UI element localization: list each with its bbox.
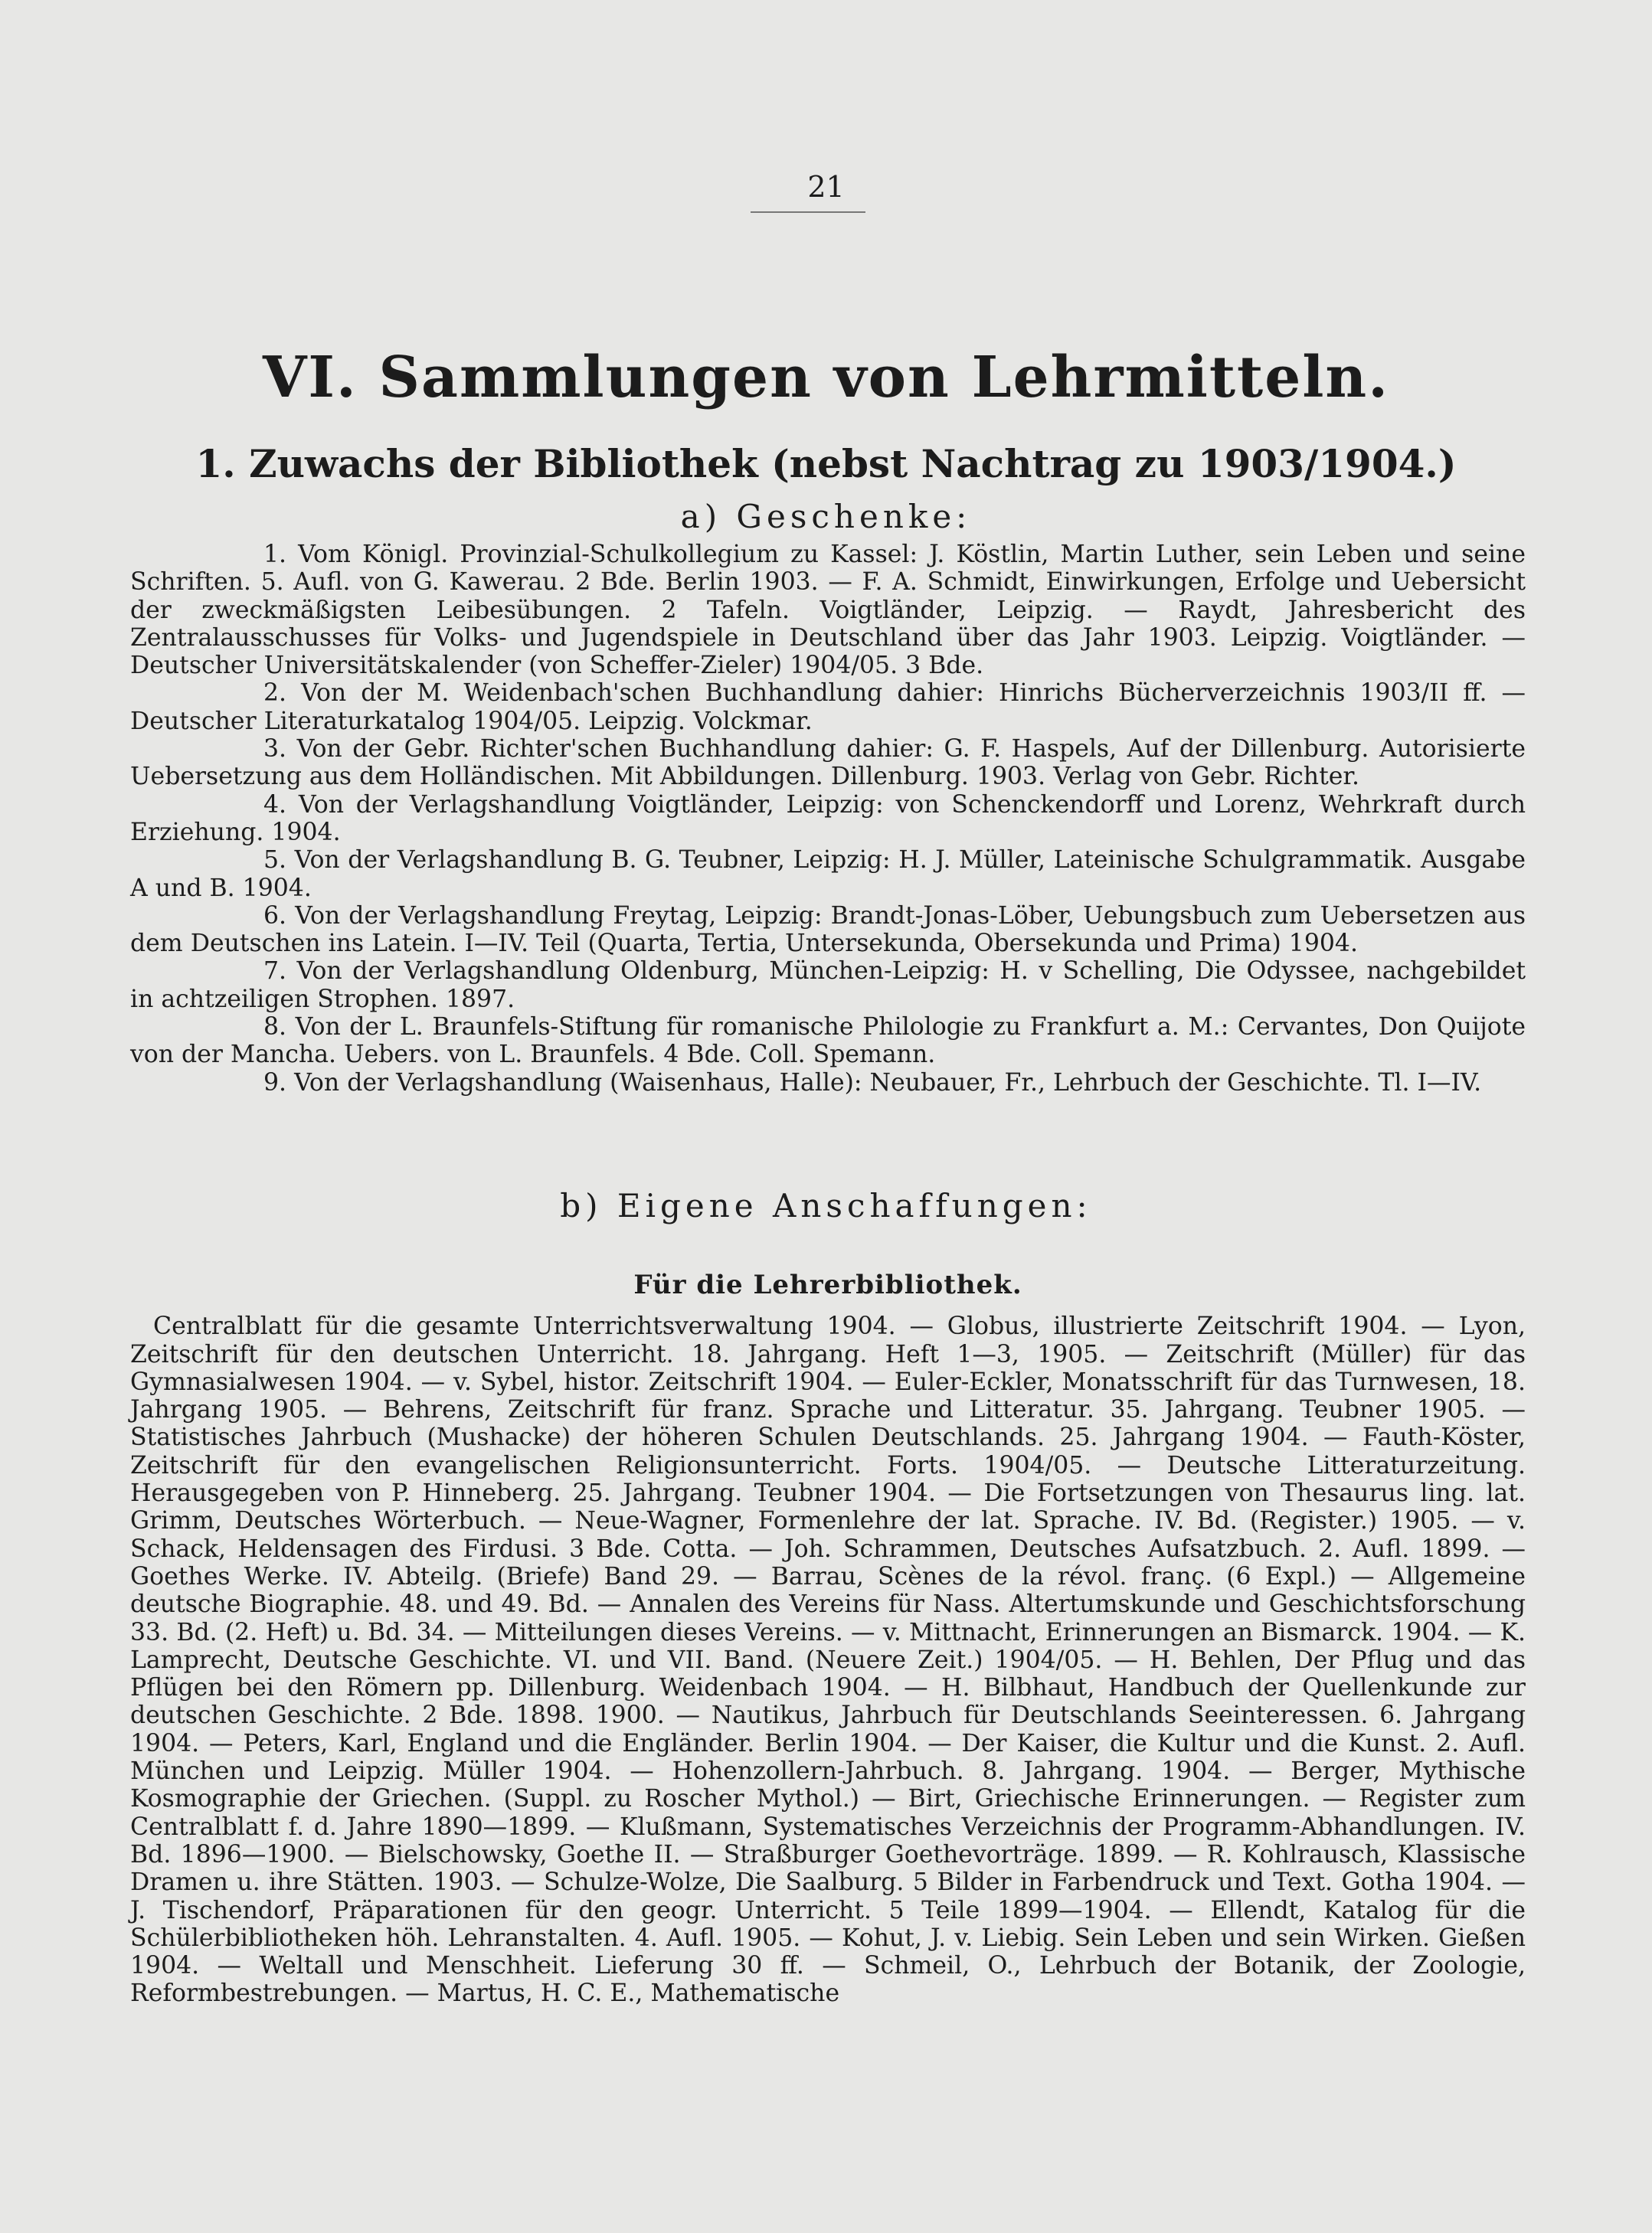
chapter-title: VI. Sammlungen von Lehrmitteln.: [263, 345, 1389, 410]
gift-entry: 5. Von der Verlagshandlung B. G. Teubner, Leipzig: H. J. Müller, Lateinische Schulgrammatik. Ausgabe A und B. 1904.: [130, 846, 1526, 902]
gift-entry: 4. Von der Verlagshandlung Voigtländer, Leipzig: von Schenckendorff und Lorenz, Wehrkraft durch Erziehung. 1904.: [130, 790, 1526, 846]
gift-entry: 2. Von der M. Weidenbach'schen Buchhandlung dahier: Hinrichs Bücherverzeichnis 1903/II ff. — Deutscher Literaturkatalog 1904/05. Leipzig. Volckmar.: [130, 679, 1526, 735]
gift-entry: 8. Von der L. Braunfels-Stiftung für romanische Philologie zu Frankfurt a. M.: Cervantes, Don Quijote von der Mancha. Uebers. von L. Braunfels. 4 Bde. Coll. Spemann.: [130, 1013, 1526, 1069]
gift-entry: 9. Von der Verlagshandlung (Waisenhaus, Halle): Neubauer, Fr., Lehrbuch der Geschichte. Tl. I—IV.: [263, 1068, 1482, 1097]
subheading-gifts: a) Geschenke:: [680, 498, 972, 535]
page-number: 21: [807, 170, 845, 204]
gift-entry: 6. Von der Verlagshandlung Freytag, Leipzig: Brandt-Jonas-Löber, Uebungsbuch zum Uebersetzen aus dem Deutschen ins Latein. I—IV. Teil (Quarta, Tertia, Untersekunda, Obersekunda und Prima) 1904.: [130, 901, 1526, 958]
gifts-list: [130, 541, 1526, 1097]
purchases-section: [130, 1271, 1526, 2008]
teacher-library-heading: Für die Lehrerbibliothek.: [633, 1270, 1022, 1300]
teacher-library-text: Centralblatt für die gesamte Unterrichtsverwaltung 1904. — Globus, illustrierte Zeitschrift 1904. — Lyon, Zeitschrift für den deutschen Unterricht. 18. Jahrgang. Heft 1—3, 1905. — Zeitschrift (Müller) für das Gymnasialwesen 1904. — v. Sybel, histor. Zeitschrift 1904. — Euler-Eckler, Monatsschrift für das Turnwesen, 18. Jahrgang 1905. — Behrens, Zeitschrift für franz. Sprache und Litteratur. 35. Jahrgang. Teubner 1905. — Statistisches Jahrbuch (Mushacke) der höheren Schulen Deutschlands. 25. Jahrgang 1904. — Fauth-Köster, Zeitschrift für den evangelischen Religionsunterricht. Forts. 1904/05. — Deutsche Litteraturzeitung. Herausgegeben von P. Hinneberg. 25. Jahrgang. Teubner 1904. — Die Fortsetzungen von Thesaurus ling. lat. Grimm, Deutsches Wörterbuch. — Neue-Wagner, Formenlehre der lat. Sprache. IV. Bd. (Register.) 1905. — v. Schack, Heldensagen des Firdusi. 3 Bde. Cotta. — Joh. Schrammen, Deutsches Aufsatzbuch. 2. Aufl. 1899. — Goethes Werke. IV. Abteilg. (Briefe) Band 29. — Barrau, Scènes de la révol. franç. (6 Expl.) — Allgemeine deutsche Biographie. 48. und 49. Bd. — Annalen des Vereins für Nass. Altertumskunde und Geschichtsforschung 33. Bd. (2. Heft) u. Bd. 34. — Mitteilungen dieses Vereins. — v. Mittnacht, Erinnerungen an Bismarck. 1904. — K. Lamprecht, Deutsche Geschichte. VI. und VII. Band. (Neuere Zeit.) 1904/05. — H. Behlen, Der Pflug und das Pflügen bei den Römern pp. Dillenburg. Weidenbach 1904. — H. Bilbhaut, Handbuch der Quellenkunde zur deutschen Geschichte. 2 Bde. 1898. 1900. — Nautikus, Jahrbuch für Deutschlands Seeinteressen. 6. Jahrgang 1904. — Peters, Karl, England und die Engländer. Berlin 1904. — Der Kaiser, die Kultur und die Kunst. 2. Aufl. München und Leipzig. Müller 1904. — Hohenzollern-Jahrbuch. 8. Jahrgang. 1904. — Berger, Mythische Kosmographie der Griechen. (Suppl. zu Roscher Mythol.) — Birt, Griechische Erinnerungen. — Register zum Centralblatt f. d. Jahre 1890—1899. — Klußmann, Systematisches Verzeichnis der Programm-Abhandlungen. IV. Bd. 1896—1900. — Bielschowsky, Goethe II. — Straßburger Goethevorträge. 1899. — R. Kohlrausch, Klassische Dramen u. ihre Stätten. 1903. — Schulze-Wolze, Die Saalburg. 5 Bilder in Farbendruck und Text. Gotha 1904. — J. Tischendorf, Präparationen für den geogr. Unterricht. 5 Teile 1899—1904. — Ellendt, Katalog für die Schülerbibliotheken höh. Lehranstalten. 4. Aufl. 1905. — Kohut, J. v. Liebig. Sein Leben und sein Wirken. Gießen 1904. — Weltall und Menschheit. Lieferung 30 ff. — Schmeil, O., Lehrbuch der Botanik, der Zoologie, Reformbestrebungen. — Martus, H. C. E., Mathematische: [130, 1313, 1526, 2008]
gift-entry: 7. Von der Verlagshandlung Oldenburg, München-Leipzig: H. v Schelling, Die Odyssee, nachgebildet in achtzeiligen Strophen. 1897.: [130, 957, 1526, 1013]
gift-entry: 1. Vom Königl. Provinzial-Schulkollegium zu Kassel: J. Köstlin, Martin Luther, sein Leben und seine Schriften. 5. Aufl. von G. Kawerau. 2 Bde. Berlin 1903. — F. A. Schmidt, Einwirkungen, Erfolge und Uebersicht der zweckmäßigsten Leibesübungen. 2 Tafeln. Voigtländer, Leipzig. — Raydt, Jahresbericht des Zentralausschusses für Volks- und Jugendspiele in Deutschland über das Jahr 1903. Leipzig. Voigtländer. — Deutscher Universitätskalender (von Scheffer-Zieler) 1904/05. 3 Bde.: [130, 541, 1526, 680]
page-number-rule: [751, 211, 865, 213]
subheading-purchases: b) Eigene Anschaffungen:: [560, 1187, 1092, 1224]
section-title: 1. Zuwachs der Bibliothek (nebst Nachtrag zu 1903/1904.): [195, 441, 1457, 486]
gift-entry: 3. Von der Gebr. Richter'schen Buchhandlung dahier: G. F. Haspels, Auf der Dillenburg. Autorisierte Uebersetzung aus dem Holländischen. Mit Abbildungen. Dillenburg. 1903. Verlag von Gebr. Richter.: [130, 735, 1526, 791]
